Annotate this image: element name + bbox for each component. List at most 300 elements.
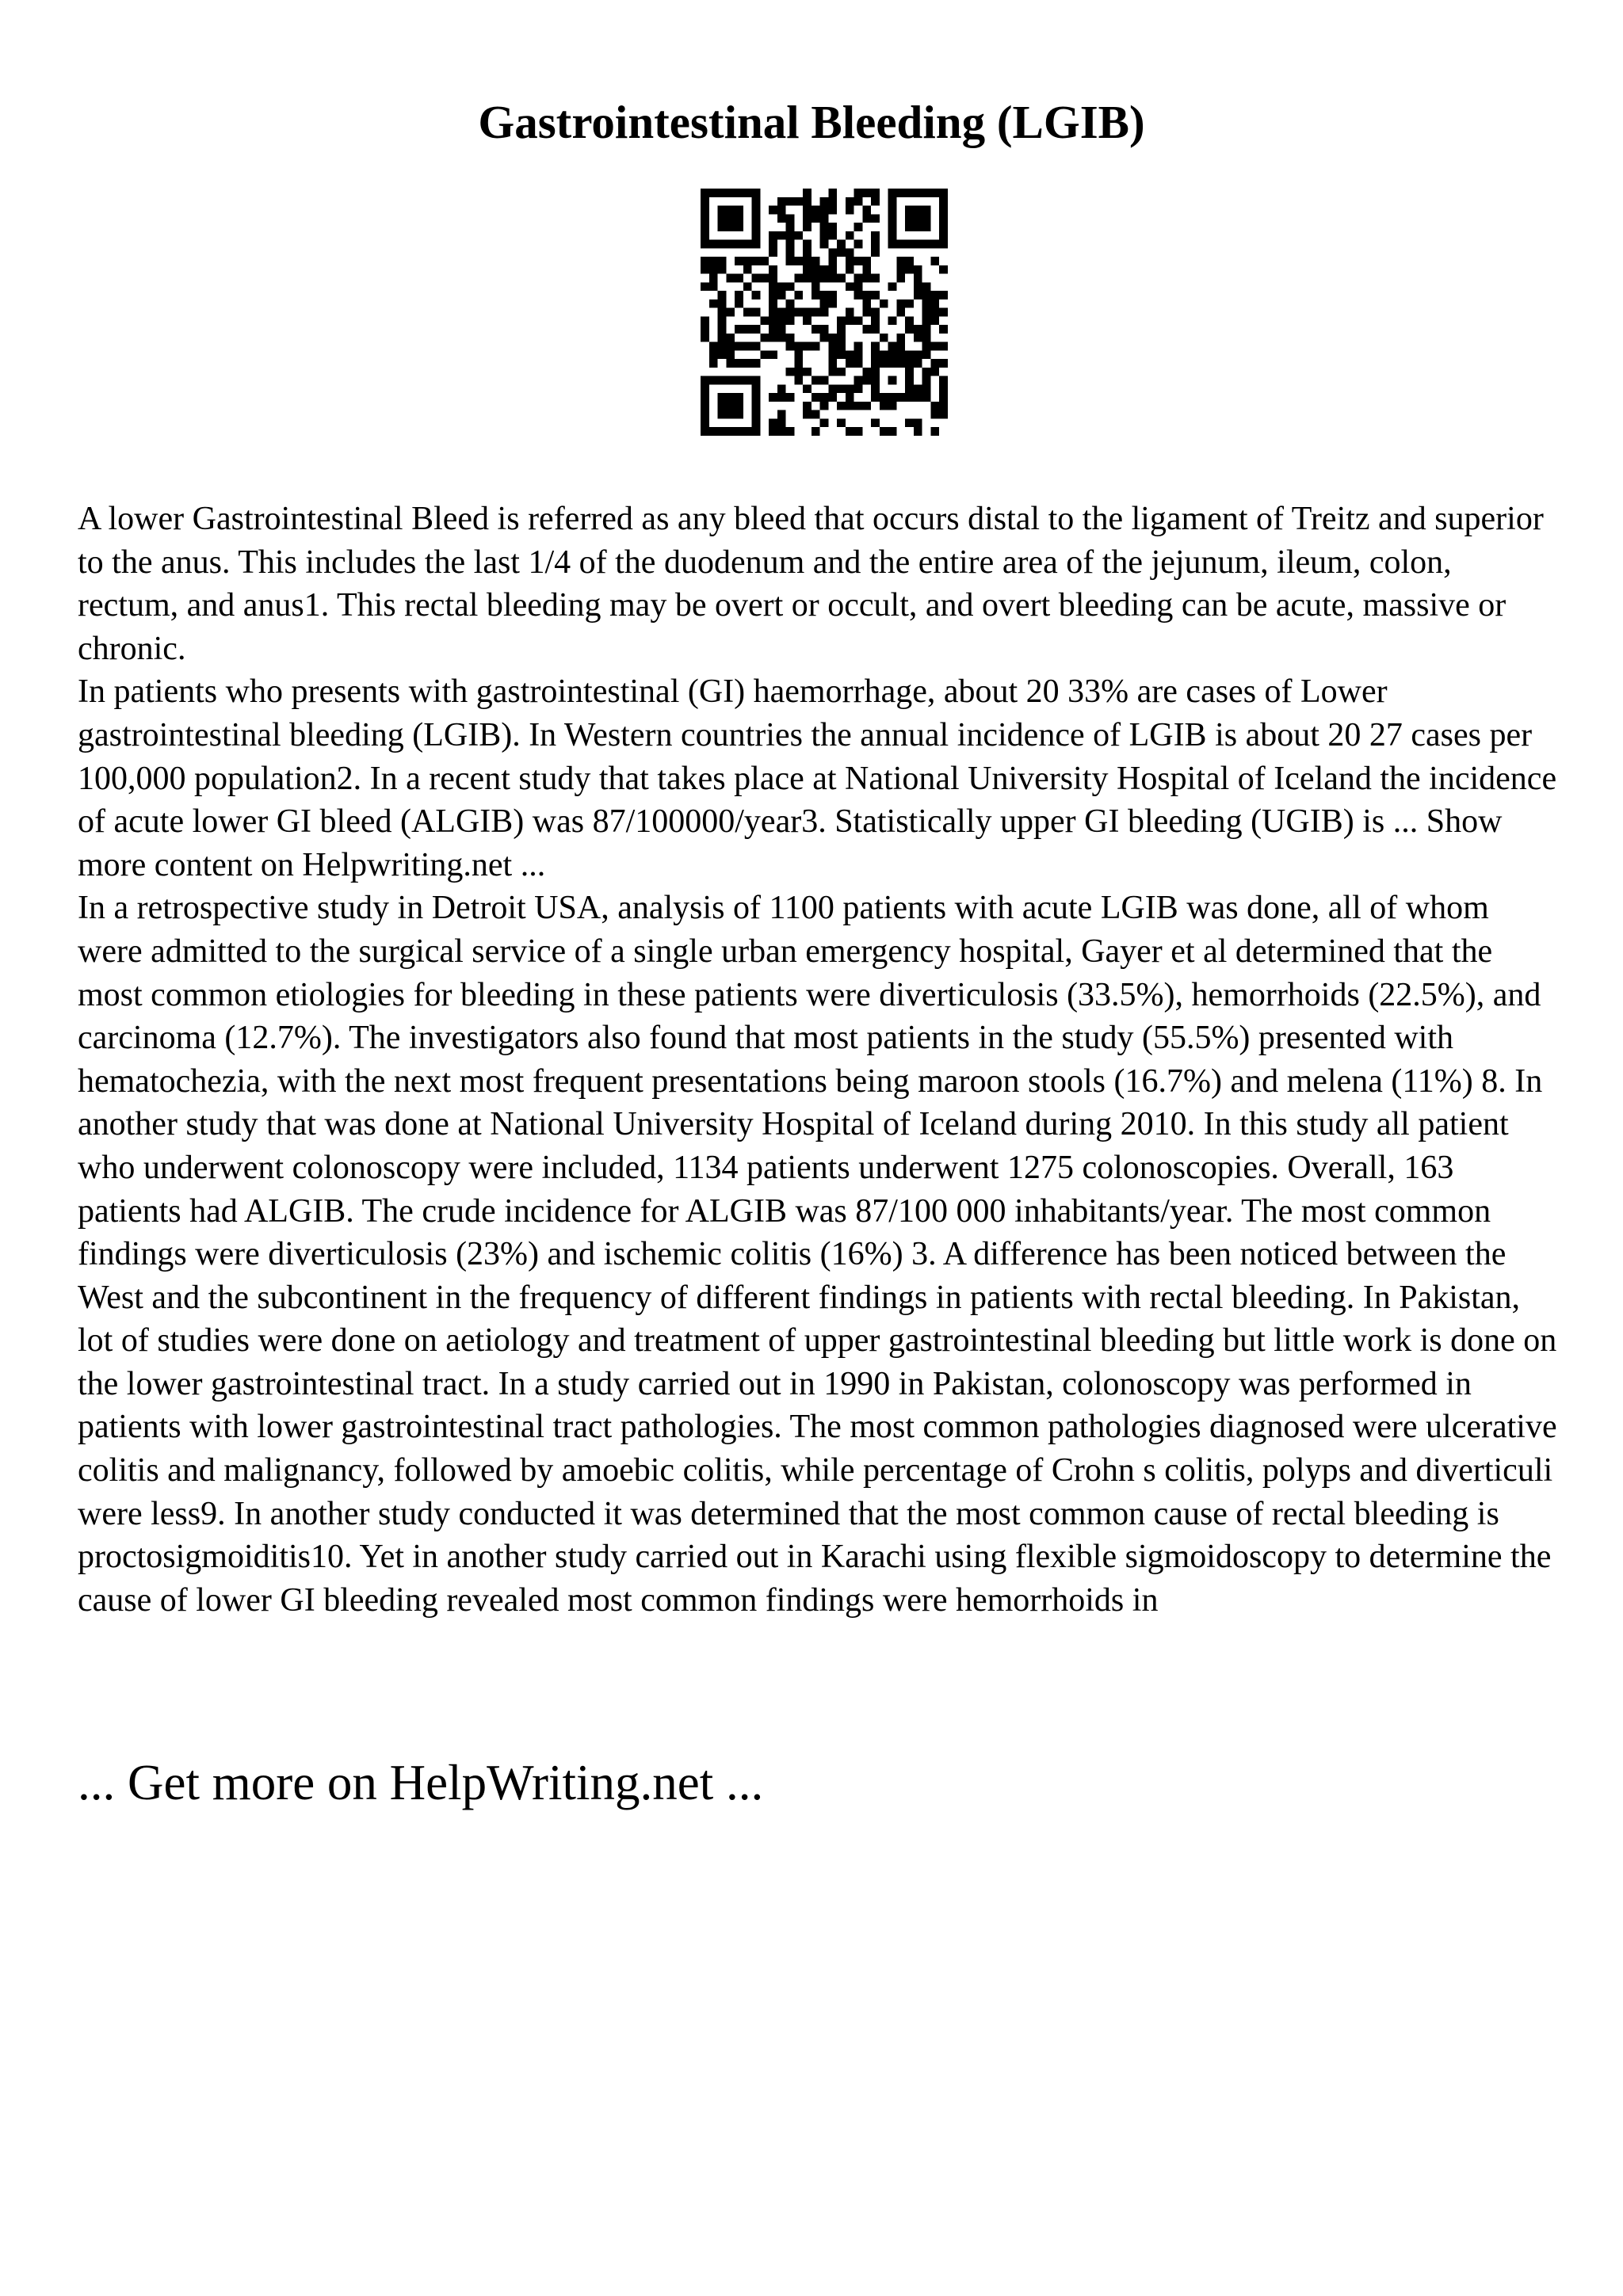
qr-module	[726, 206, 735, 215]
qr-module	[914, 350, 922, 359]
qr-module	[837, 325, 846, 334]
qr-module	[880, 350, 888, 359]
qr-module	[930, 427, 939, 436]
qr-module	[854, 376, 863, 385]
qr-module	[896, 257, 905, 265]
qr-module	[777, 325, 786, 334]
qr-module	[871, 325, 880, 334]
qr-module	[735, 291, 743, 299]
qr-module	[905, 240, 914, 249]
get-more-link[interactable]: ... Get more on HelpWriting.net ...	[78, 1755, 764, 1810]
qr-module	[828, 368, 837, 376]
qr-module	[922, 384, 931, 393]
qr-module	[871, 240, 880, 249]
qr-module	[760, 316, 769, 325]
qr-module	[837, 368, 846, 376]
qr-module	[930, 189, 939, 197]
qr-module	[752, 291, 761, 299]
qr-module	[939, 189, 948, 197]
qr-module	[846, 402, 854, 410]
qr-module	[812, 282, 820, 291]
qr-module	[862, 402, 871, 410]
qr-module	[812, 427, 820, 436]
qr-module	[828, 231, 837, 240]
qr-module	[820, 265, 829, 274]
qr-module	[769, 299, 777, 308]
qr-module	[896, 265, 905, 274]
qr-module	[914, 214, 922, 223]
qr-module	[871, 393, 880, 402]
qr-module	[922, 368, 931, 376]
qr-module	[726, 308, 735, 317]
qr-module	[760, 350, 769, 359]
qr-module	[871, 214, 880, 223]
qr-module	[862, 291, 871, 299]
qr-module	[871, 359, 880, 368]
qr-module	[709, 376, 718, 385]
qr-module	[871, 291, 880, 299]
qr-module	[769, 265, 777, 274]
qr-module	[939, 231, 948, 240]
qr-module	[922, 334, 931, 342]
qr-module	[735, 206, 743, 215]
qr-module	[871, 342, 880, 351]
qr-module	[854, 316, 863, 325]
qr-module	[828, 359, 837, 368]
qr-module	[914, 384, 922, 393]
qr-module	[871, 316, 880, 325]
qr-module	[914, 223, 922, 231]
qr-module	[718, 257, 727, 265]
qr-module	[896, 274, 905, 283]
qr-module	[735, 189, 743, 197]
qr-module	[905, 368, 914, 376]
qr-module	[854, 257, 863, 265]
qr-module	[914, 359, 922, 368]
qr-module	[786, 316, 795, 325]
qr-module	[777, 393, 786, 402]
qr-module	[709, 189, 718, 197]
qr-module	[896, 350, 905, 359]
qr-module	[701, 402, 709, 410]
qr-module	[888, 206, 897, 215]
qr-module	[828, 334, 837, 342]
qr-module	[820, 299, 829, 308]
qr-module	[828, 257, 837, 265]
qr-module	[743, 189, 752, 197]
qr-module	[922, 325, 931, 334]
qr-module	[896, 393, 905, 402]
qr-module	[905, 265, 914, 274]
qr-module	[709, 257, 718, 265]
qr-module	[854, 359, 863, 368]
qr-module	[743, 308, 752, 317]
qr-module	[828, 197, 837, 206]
qr-module	[862, 299, 871, 308]
qr-module	[905, 376, 914, 385]
qr-module	[880, 427, 888, 436]
qr-module	[888, 350, 897, 359]
qr-module	[846, 308, 854, 317]
qr-module	[812, 265, 820, 274]
qr-module	[701, 384, 709, 393]
qr-module	[752, 274, 761, 283]
qr-module	[888, 393, 897, 402]
qr-module	[752, 384, 761, 393]
qr-module	[939, 393, 948, 402]
qr-module	[735, 359, 743, 368]
qr-module	[786, 427, 795, 436]
qr-module	[846, 265, 854, 274]
qr-module	[769, 325, 777, 334]
qr-module	[786, 308, 795, 317]
qr-module	[837, 384, 846, 393]
qr-module	[871, 274, 880, 283]
qr-module	[922, 376, 931, 385]
qr-module	[777, 418, 786, 427]
qr-module	[701, 376, 709, 385]
qr-module	[701, 334, 709, 342]
qr-module	[735, 393, 743, 402]
qr-code-icon	[701, 189, 948, 436]
qr-module	[888, 223, 897, 231]
qr-module	[862, 189, 871, 197]
qr-module	[880, 393, 888, 402]
qr-module	[718, 223, 727, 231]
qr-module	[726, 410, 735, 419]
qr-module	[828, 350, 837, 359]
qr-module	[862, 325, 871, 334]
qr-module	[752, 359, 761, 368]
qr-module	[888, 197, 897, 206]
qr-module	[914, 393, 922, 402]
qr-module	[854, 384, 863, 393]
qr-module	[854, 189, 863, 197]
qr-module	[794, 231, 803, 240]
qr-module	[786, 231, 795, 240]
qr-module	[803, 240, 812, 249]
qr-module	[735, 342, 743, 351]
qr-module	[718, 334, 727, 342]
qr-module	[930, 291, 939, 299]
qr-module	[812, 291, 820, 299]
qr-module	[786, 214, 795, 223]
qr-module	[922, 282, 931, 291]
qr-module	[905, 257, 914, 265]
qr-module	[888, 342, 897, 351]
qr-module	[905, 418, 914, 427]
paragraph-incidence: In patients who presents with gastrointestinal (GI) haemorrhage, about 20 33% are cases of Lower gastrointestinal bleeding (LGIB). In Western countries the annual incidence of LGIB is about 20 27 cases per 100,000 population2. In a recent study that takes place at National University Hospital of Iceland the incidence of acute lower GI bleed (ALGIB) was 87/100000/year3. Statistically upper GI bleeding (UGIB) is ... Show more content on Helpwriting.net ...	[78, 673, 1557, 883]
qr-module	[803, 214, 812, 223]
qr-module	[701, 214, 709, 223]
qr-module	[735, 223, 743, 231]
document-title: Gastrointestinal Bleeding (LGIB)	[478, 96, 1145, 148]
qr-module	[718, 402, 727, 410]
qr-module	[880, 402, 888, 410]
qr-module	[905, 189, 914, 197]
qr-module	[820, 274, 829, 283]
qr-module	[786, 342, 795, 351]
qr-module	[812, 206, 820, 215]
qr-module	[939, 308, 948, 317]
qr-module	[752, 418, 761, 427]
paragraph-studies: In a retrospective study in Detroit USA, analysis of 1100 patients with acute LGIB was done, all of whom were admitted to the surgical service of a single urban emergency hospital, Gayer et al determined that the most common etiologies for bleeding in these patients were diverticulosis (33.5%), hemorrhoids (22.5%), and carcinoma (12.7%). The investigators also found that most patients in the study (55.5%) presented with hematochezia, with the next most frequent presentations being maroon stools (16.7%) and melena (11%) 8. In another study that was done at National University Hospital of Iceland during 2010. In this study all patient who underwent colonoscopy were included, 1134 patients underwent 1275 colonoscopies. Overall, 163 patients had ALGIB. The crude incidence for ALGIB was 87/100 000 inhabitants/year. The most common findings were diverticulosis (23%) and ischemic colitis (16%) 3. A difference has been noticed between the West and the subcontinent in the frequency of different findings in patients with rectal bleeding. In Pakistan, lot of studies were done on aetiology and treatment of upper gastrointestinal bleeding but little work is done on the lower gastrointestinal tract. In a study carried out in 1990 in Pakistan, colonoscopy was performed in patients with lower gastrointestinal tract pathologies. The most common pathologies diagnosed were ulcerative colitis and malignancy, followed by amoebic colitis, while percentage of Crohn s colitis, polyps and diverticuli were less9. In another study conducted it was determined that the most common cause of rectal bleeding is proctosigmoiditis10. Yet in another study carried out in Karachi using flexible sigmoidoscopy to determine the cause of lower GI bleeding revealed most common findings were hemorrhoids in	[78, 890, 1557, 1619]
qr-module	[914, 189, 922, 197]
qr-module	[786, 393, 795, 402]
qr-module	[862, 206, 871, 215]
qr-module	[709, 342, 718, 351]
qr-module	[905, 325, 914, 334]
qr-module	[922, 206, 931, 215]
qr-module	[905, 316, 914, 325]
qr-module	[726, 274, 735, 283]
qr-module	[786, 299, 795, 308]
qr-module	[922, 393, 931, 402]
qr-module	[735, 325, 743, 334]
qr-module	[726, 342, 735, 351]
qr-module	[735, 427, 743, 436]
qr-module	[828, 274, 837, 283]
qr-module	[854, 350, 863, 359]
qr-module	[820, 206, 829, 215]
qr-module	[769, 206, 777, 215]
qr-module	[726, 359, 735, 368]
qr-module	[803, 223, 812, 231]
qr-module	[794, 291, 803, 299]
qr-module	[769, 418, 777, 427]
qr-module	[726, 350, 735, 359]
qr-module	[752, 240, 761, 249]
qr-module	[854, 342, 863, 351]
qr-module	[930, 316, 939, 325]
qr-module	[769, 282, 777, 291]
qr-module	[752, 325, 761, 334]
qr-module	[786, 282, 795, 291]
qr-module	[896, 308, 905, 317]
qr-module	[701, 223, 709, 231]
qr-module	[922, 342, 931, 351]
qr-module	[803, 274, 812, 283]
qr-module	[871, 350, 880, 359]
qr-module	[820, 197, 829, 206]
qr-module	[718, 376, 727, 385]
qr-module	[914, 265, 922, 274]
qr-module	[718, 427, 727, 436]
qr-module	[701, 265, 709, 274]
qr-module	[939, 214, 948, 223]
qr-module	[939, 410, 948, 419]
qr-module	[896, 240, 905, 249]
qr-module	[769, 248, 777, 257]
qr-module	[896, 359, 905, 368]
qr-module	[803, 257, 812, 265]
qr-module	[812, 393, 820, 402]
qr-module	[846, 393, 854, 402]
qr-module	[752, 257, 761, 265]
qr-module	[854, 427, 863, 436]
qr-module	[718, 214, 727, 223]
qr-module	[743, 265, 752, 274]
qr-module	[846, 316, 854, 325]
qr-module	[922, 240, 931, 249]
qr-module	[718, 308, 727, 317]
qr-module	[769, 274, 777, 283]
qr-module	[896, 334, 905, 342]
qr-module	[888, 214, 897, 223]
qr-module	[777, 231, 786, 240]
qr-module	[760, 257, 769, 265]
qr-module	[854, 282, 863, 291]
qr-module	[930, 240, 939, 249]
qr-module	[828, 223, 837, 231]
qr-module	[930, 368, 939, 376]
qr-module	[837, 350, 846, 359]
qr-module	[914, 240, 922, 249]
qr-module	[905, 206, 914, 215]
qr-module	[777, 282, 786, 291]
qr-module	[837, 418, 846, 427]
qr-module	[812, 410, 820, 419]
qr-module	[803, 248, 812, 257]
qr-module	[726, 223, 735, 231]
qr-module	[786, 223, 795, 231]
qr-module	[828, 291, 837, 299]
qr-module	[939, 206, 948, 215]
qr-module	[769, 240, 777, 249]
qr-module	[726, 376, 735, 385]
qr-module	[735, 257, 743, 265]
qr-module	[828, 299, 837, 308]
qr-module	[709, 282, 718, 291]
qr-module	[871, 384, 880, 393]
qr-module	[701, 393, 709, 402]
qr-module	[735, 240, 743, 249]
qr-module	[820, 308, 829, 317]
qr-module	[820, 418, 829, 427]
qr-module	[846, 427, 854, 436]
qr-module	[828, 206, 837, 215]
qr-module	[922, 189, 931, 197]
qr-module	[905, 359, 914, 368]
qr-module	[922, 291, 931, 299]
qr-module	[914, 334, 922, 342]
qr-module	[786, 240, 795, 249]
qr-module	[735, 274, 743, 283]
qr-module	[888, 427, 897, 436]
qr-module	[812, 325, 820, 334]
qr-module	[828, 384, 837, 393]
qr-module	[828, 265, 837, 274]
qr-module	[718, 189, 727, 197]
qr-module	[939, 402, 948, 410]
qr-module	[828, 248, 837, 257]
qr-module	[735, 402, 743, 410]
qr-module	[914, 206, 922, 215]
qr-module	[752, 427, 761, 436]
qr-module	[803, 308, 812, 317]
qr-module	[777, 410, 786, 419]
qr-module	[786, 197, 795, 206]
qr-module	[718, 393, 727, 402]
qr-module	[743, 342, 752, 351]
qr-module	[735, 299, 743, 308]
qr-module	[769, 231, 777, 240]
qr-module	[922, 308, 931, 317]
qr-module	[701, 410, 709, 419]
qr-module	[939, 376, 948, 385]
qr-module	[752, 410, 761, 419]
qr-module	[701, 418, 709, 427]
qr-module	[760, 334, 769, 342]
qr-module	[871, 231, 880, 240]
qr-module	[939, 342, 948, 351]
qr-module	[880, 359, 888, 368]
qr-module	[769, 350, 777, 359]
qr-module	[922, 299, 931, 308]
qr-module	[794, 257, 803, 265]
qr-module	[794, 342, 803, 351]
qr-module	[820, 376, 829, 385]
qr-module	[862, 214, 871, 223]
qr-module	[888, 402, 897, 410]
qr-module	[880, 334, 888, 342]
qr-module	[786, 257, 795, 265]
qr-module	[735, 214, 743, 223]
qr-module	[846, 359, 854, 368]
qr-module	[701, 257, 709, 265]
qr-module	[939, 223, 948, 231]
qr-module	[701, 189, 709, 197]
qr-module	[726, 189, 735, 197]
qr-module	[777, 384, 786, 393]
qr-module	[752, 214, 761, 223]
qr-module	[769, 308, 777, 317]
qr-module	[939, 359, 948, 368]
qr-module	[837, 402, 846, 410]
qr-module	[888, 316, 897, 325]
qr-module	[812, 308, 820, 317]
qr-module	[905, 214, 914, 223]
qr-module	[930, 308, 939, 317]
qr-module	[837, 240, 846, 249]
qr-module	[905, 350, 914, 359]
qr-module	[743, 427, 752, 436]
qr-module	[769, 427, 777, 436]
qr-module	[769, 334, 777, 342]
qr-module	[846, 384, 854, 393]
qr-module	[922, 214, 931, 223]
qr-module	[803, 410, 812, 419]
qr-module	[846, 206, 854, 215]
qr-module	[871, 368, 880, 376]
qr-module	[820, 223, 829, 231]
qr-module	[820, 291, 829, 299]
qr-module	[854, 402, 863, 410]
qr-module	[820, 402, 829, 410]
qr-module	[718, 342, 727, 351]
qr-module	[794, 274, 803, 283]
qr-module	[914, 325, 922, 334]
qr-module	[709, 274, 718, 283]
qr-module	[709, 265, 718, 274]
qr-module	[752, 376, 761, 385]
qr-module	[914, 427, 922, 436]
qr-module	[786, 334, 795, 342]
qr-module	[888, 282, 897, 291]
qr-module	[718, 240, 727, 249]
qr-module	[854, 197, 863, 206]
qr-module	[752, 197, 761, 206]
